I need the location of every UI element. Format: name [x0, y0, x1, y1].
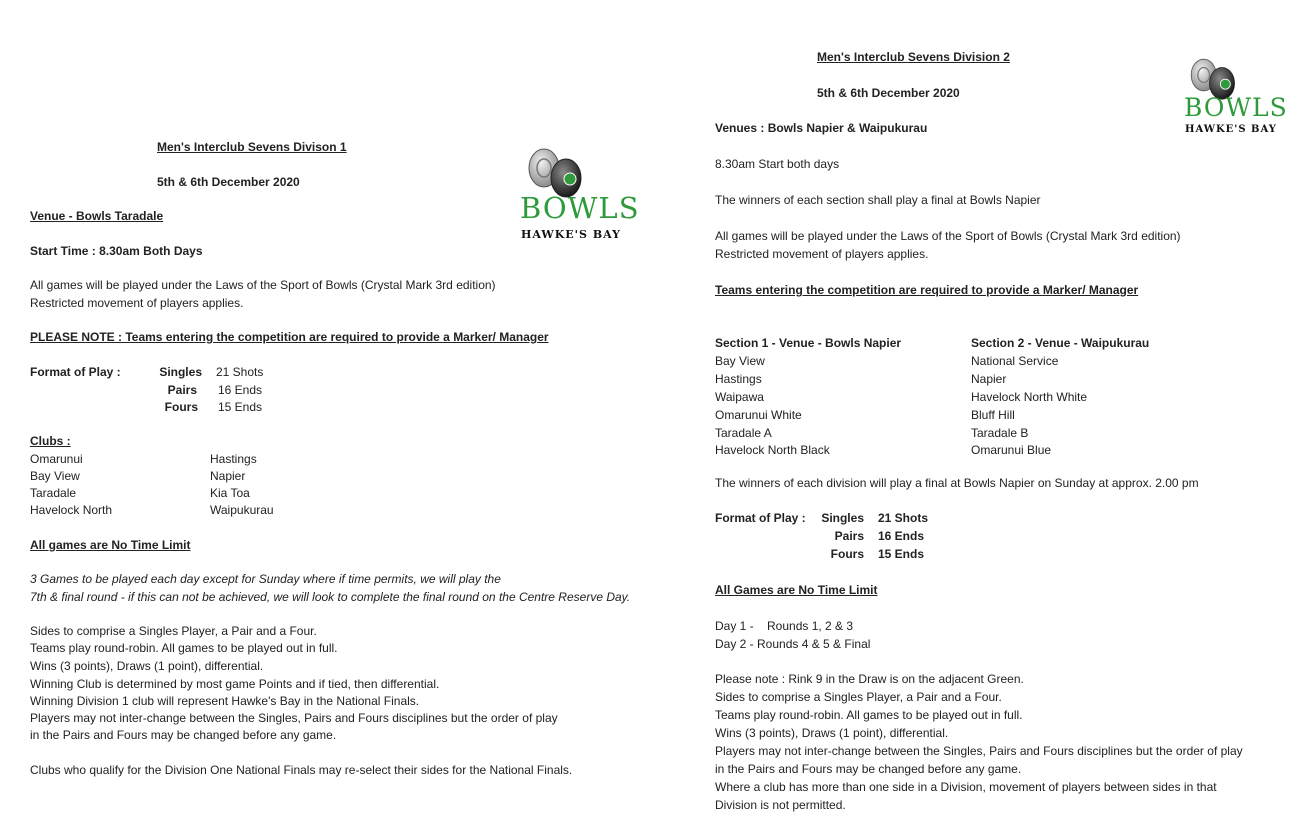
logo-region: HAWKE'S BAY: [1185, 124, 1277, 135]
right-venues: Venues : Bowls Napier & Waipukurau: [715, 121, 928, 135]
left-laws-line1: All games will be played under the Laws of the Sport of Bowls (Crystal Mark 3rd edition): [30, 278, 496, 292]
section2-team: Taradale B: [971, 426, 1029, 440]
left-games-line2: 7th & final round - if this can not be achieved, we will look to complete the final round on the Centre Reserve Day.: [30, 590, 631, 604]
left-rule: Teams play round-robin. All games to be played out in full.: [30, 641, 338, 655]
left-games-line1: 3 Games to be played each day except for Sunday where if time permits, we will play the: [30, 572, 501, 586]
logo-word: BOWLS: [520, 191, 640, 225]
left-club: Kia Toa: [210, 486, 250, 500]
right-format-discipline: Singles: [821, 511, 864, 525]
right-no-time-limit: All Games are No Time Limit: [715, 583, 878, 597]
left-dates: 5th & 6th December 2020: [157, 175, 300, 189]
right-laws-line1: All games will be played under the Laws of the Sport of Bowls (Crystal Mark 3rd edition): [715, 229, 1181, 243]
left-start-time: Start Time : 8.30am Both Days: [30, 244, 203, 258]
right-teams-note: Teams entering the competition are required to provide a Marker/ Manager: [715, 283, 1139, 297]
left-club: Taradale: [30, 486, 77, 500]
left-laws-line2: Restricted movement of players applies.: [30, 296, 244, 310]
left-club: Napier: [210, 469, 246, 483]
left-club: Bay View: [30, 469, 80, 483]
left-clubs-heading: Clubs :: [30, 434, 71, 448]
left-venue: Venue - Bowls Taradale: [30, 209, 164, 223]
right-title: Men's Interclub Sevens Division 2: [817, 50, 1010, 64]
left-format-value: 21 Shots: [216, 365, 264, 379]
left-club: Hastings: [210, 452, 257, 466]
right-format-value: 16 Ends: [878, 529, 925, 543]
section1-team: Omarunui White: [715, 408, 802, 422]
section2-team: Bluff Hill: [971, 408, 1015, 422]
right-laws-line2: Restricted movement of players applies.: [715, 247, 929, 261]
right-dates: 5th & 6th December 2020: [817, 86, 960, 100]
right-winners-section: The winners of each section shall play a final at Bowls Napier: [715, 193, 1041, 207]
right-format-value: 21 Shots: [878, 511, 929, 525]
left-reselect: Clubs who qualify for the Division One National Finals may re-select their sides for the National Finals.: [30, 763, 573, 777]
section1-team: Hastings: [715, 372, 762, 386]
right-rule: Division is not permitted.: [715, 798, 846, 812]
left-rule: Winning Club is determined by most game Points and if tied, then differential.: [30, 677, 440, 691]
right-day1: Day 1 - Rounds 1, 2 & 3: [715, 619, 854, 633]
left-format-discipline: Fours: [164, 400, 198, 414]
left-club: Omarunui: [30, 452, 83, 466]
right-rule: Where a club has more than one side in a Division, movement of players between sides in that: [715, 780, 1217, 794]
right-rule: Wins (3 points), Draws (1 point), differential.: [715, 726, 949, 740]
right-format-value: 15 Ends: [878, 547, 925, 561]
left-rule: Winning Division 1 club will represent Hawke's Bay in the National Finals.: [30, 694, 420, 708]
right-rule: Teams play round-robin. All games to be played out in full.: [715, 708, 1023, 722]
left-format-label: Format of Play :: [30, 365, 121, 379]
section2-team: Omarunui Blue: [971, 443, 1052, 457]
logo-word: BOWLS: [1184, 93, 1288, 122]
logo-region: HAWKE'S BAY: [521, 228, 621, 241]
right-day2: Day 2 - Rounds 4 & 5 & Final: [715, 637, 871, 651]
bowls-logo: [1183, 58, 1288, 138]
right-rule: Players may not inter-change between the Singles, Pairs and Fours disciplines but the order of play: [715, 744, 1243, 758]
section2-team: Napier: [971, 372, 1007, 386]
right-format-label: Format of Play :: [715, 511, 806, 525]
section1-team: Waipawa: [715, 390, 764, 404]
left-club: Waipukurau: [210, 503, 274, 517]
right-rule: Please note : Rink 9 in the Draw is on the adjacent Green.: [715, 672, 1024, 686]
section2-team: Havelock North White: [971, 390, 1088, 404]
left-format-value: 15 Ends: [218, 400, 263, 414]
section1-team: Taradale A: [715, 426, 772, 440]
left-no-time-limit: All games are No Time Limit: [30, 538, 191, 552]
left-format-discipline: Singles: [159, 365, 202, 379]
left-rule: Players may not inter-change between the Singles, Pairs and Fours disciplines but the order of play: [30, 711, 558, 725]
section1-team: Bay View: [715, 354, 765, 368]
right-rule: in the Pairs and Fours may be changed before any game.: [715, 762, 1022, 776]
left-format-discipline: Pairs: [167, 383, 197, 397]
left-rule: Wins (3 points), Draws (1 point), differential.: [30, 659, 264, 673]
section1-heading: Section 1 - Venue - Bowls Napier: [715, 336, 902, 350]
left-rule: in the Pairs and Fours may be changed before any game.: [30, 728, 337, 742]
left-rule: Sides to comprise a Singles Player, a Pair and a Four.: [30, 624, 317, 638]
left-club: Havelock North: [30, 503, 113, 517]
right-winners-division: The winners of each division will play a final at Bowls Napier on Sunday at approx. 2.00 pm: [715, 476, 1199, 490]
right-format-discipline: Pairs: [834, 529, 864, 543]
section2-heading: Section 2 - Venue - Waipukurau: [971, 336, 1150, 350]
left-title: Men's Interclub Sevens Divison 1: [157, 140, 347, 154]
left-format-value: 16 Ends: [218, 383, 263, 397]
section2-team: National Service: [971, 354, 1059, 368]
right-format-discipline: Fours: [830, 547, 864, 561]
right-rule: Sides to comprise a Singles Player, a Pair and a Four.: [715, 690, 1002, 704]
bowls-logo: [518, 148, 640, 244]
right-start: 8.30am Start both days: [715, 157, 840, 171]
left-please-note: PLEASE NOTE : Teams entering the competition are required to provide a Marker/ Manager: [30, 330, 549, 344]
section1-team: Havelock North Black: [715, 443, 830, 457]
